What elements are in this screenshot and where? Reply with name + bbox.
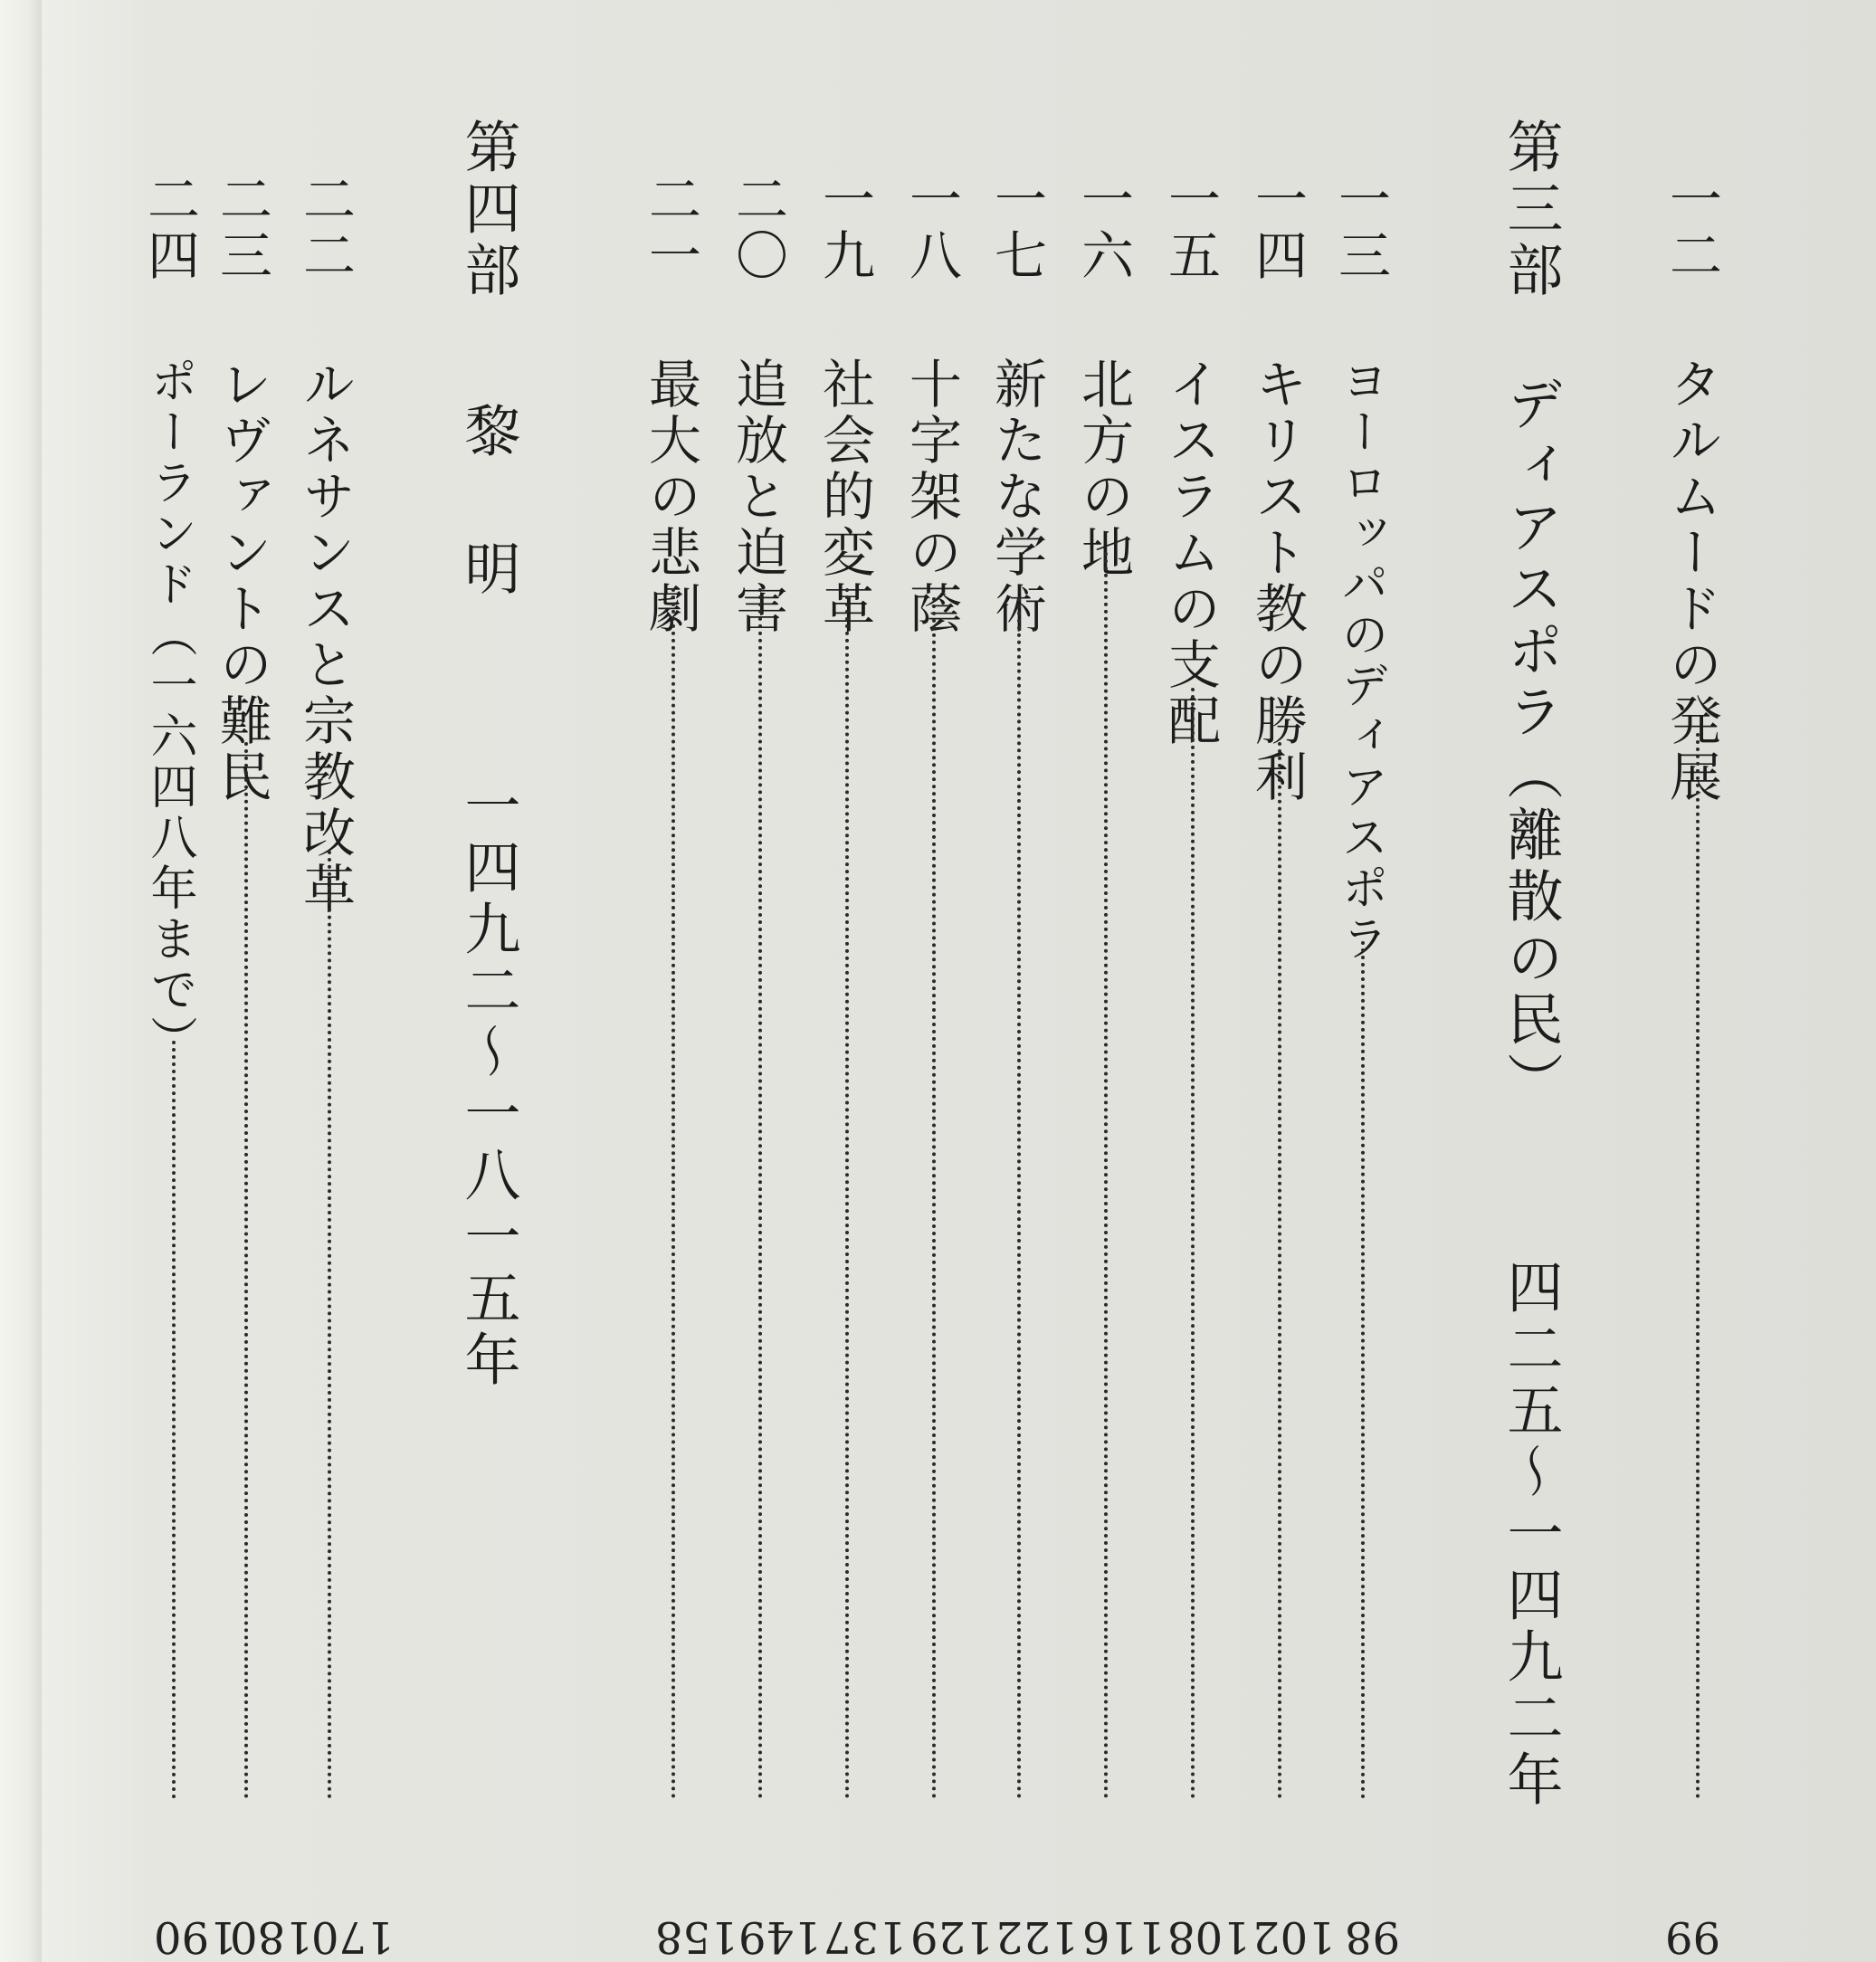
chapter-number: 一三: [1329, 172, 1391, 284]
chapter-number: 一五: [1159, 172, 1221, 284]
part-label: 第三部: [1498, 118, 1564, 302]
chapter-title: 新たな学術: [986, 357, 1047, 637]
dot-leader: [671, 588, 675, 1799]
page-number: 190: [154, 1911, 237, 1962]
dot-leader: [1104, 552, 1108, 1799]
chapter-title: 十字架の蔭: [900, 357, 962, 637]
page-number: 102: [1252, 1911, 1336, 1962]
dot-leader: [1191, 688, 1195, 1799]
page-number: 180: [230, 1911, 313, 1962]
toc-entry: [727, 172, 788, 637]
part-heading: [1498, 118, 1564, 1812]
toc-entry: [1246, 172, 1308, 805]
page-number: 116: [1082, 1911, 1166, 1962]
page-number: 99: [1665, 1911, 1721, 1962]
dot-leader: [1696, 733, 1700, 1799]
toc-entry: [211, 172, 272, 805]
chapter-number: 一九: [814, 172, 875, 284]
dot-leader: [328, 851, 331, 1799]
toc-entry: [138, 172, 200, 1066]
part-years: 四二五〜一四九二年: [1498, 1258, 1564, 1812]
chapter-title: ポーランド（一六四八年まで）: [142, 357, 196, 1066]
chapter-number: 一四: [1246, 172, 1308, 284]
chapter-title: 社会的変革: [814, 357, 875, 637]
toc-entry: [1072, 172, 1134, 581]
dot-leader: [244, 742, 248, 1799]
chapter-title: 最大の悲劇: [640, 357, 701, 637]
page-number: 158: [655, 1911, 738, 1962]
chapter-number: 二一: [640, 172, 701, 284]
chapter-number: 一八: [900, 172, 962, 284]
chapter-number: 一二: [1661, 172, 1722, 284]
part-label: 第四部: [455, 118, 521, 302]
toc-entry: [1159, 172, 1221, 749]
chapter-number: 一六: [1072, 172, 1134, 284]
chapter-number: 二二: [294, 172, 356, 284]
dot-leader: [1361, 941, 1365, 1799]
chapter-title: タルムードの発展: [1661, 357, 1722, 805]
dot-leader: [845, 588, 849, 1799]
toc-entry: [814, 172, 875, 637]
toc-entry: [1661, 172, 1722, 805]
toc-entry: [986, 172, 1047, 637]
dot-leader: [1278, 742, 1281, 1799]
dot-leader: [172, 1041, 176, 1799]
page-number: 122: [995, 1911, 1079, 1962]
page-number: 129: [910, 1911, 994, 1962]
dot-leader: [1017, 597, 1021, 1799]
toc-entry: [900, 172, 962, 637]
chapter-title: ルネサンスと宗教改革: [294, 357, 356, 918]
chapter-title: 追放と迫害: [727, 357, 788, 637]
part-title: 黎明: [455, 402, 521, 677]
chapter-title: イスラムの支配: [1159, 357, 1221, 749]
page-edge: [0, 0, 42, 1962]
page-number: 149: [738, 1911, 822, 1962]
chapter-number: 二四: [138, 172, 200, 284]
chapter-title: 北方の地: [1072, 357, 1134, 581]
dot-leader: [758, 588, 762, 1799]
chapter-title: ヨーロッパのディアスポラ: [1333, 357, 1387, 965]
page-number: 137: [824, 1911, 907, 1962]
page-number: 98: [1345, 1911, 1401, 1962]
chapter-number: 二〇: [727, 172, 788, 284]
chapter-number: 二三: [211, 172, 272, 284]
part-years: 一四九二〜一八一五年: [455, 776, 521, 1392]
toc-entry: [294, 172, 356, 918]
part-title: ディアスポラ（離散の民）: [1498, 375, 1564, 1113]
dot-leader: [932, 597, 936, 1799]
page-number: 170: [311, 1911, 395, 1962]
toc-entry: [1329, 172, 1391, 965]
chapter-title: キリスト教の勝利: [1246, 357, 1308, 805]
toc-entry: [640, 172, 701, 637]
chapter-number: 一七: [986, 172, 1047, 284]
page-number: 108: [1167, 1911, 1251, 1962]
part-heading: [455, 118, 521, 1392]
chapter-title: レヴァントの難民: [211, 357, 272, 805]
